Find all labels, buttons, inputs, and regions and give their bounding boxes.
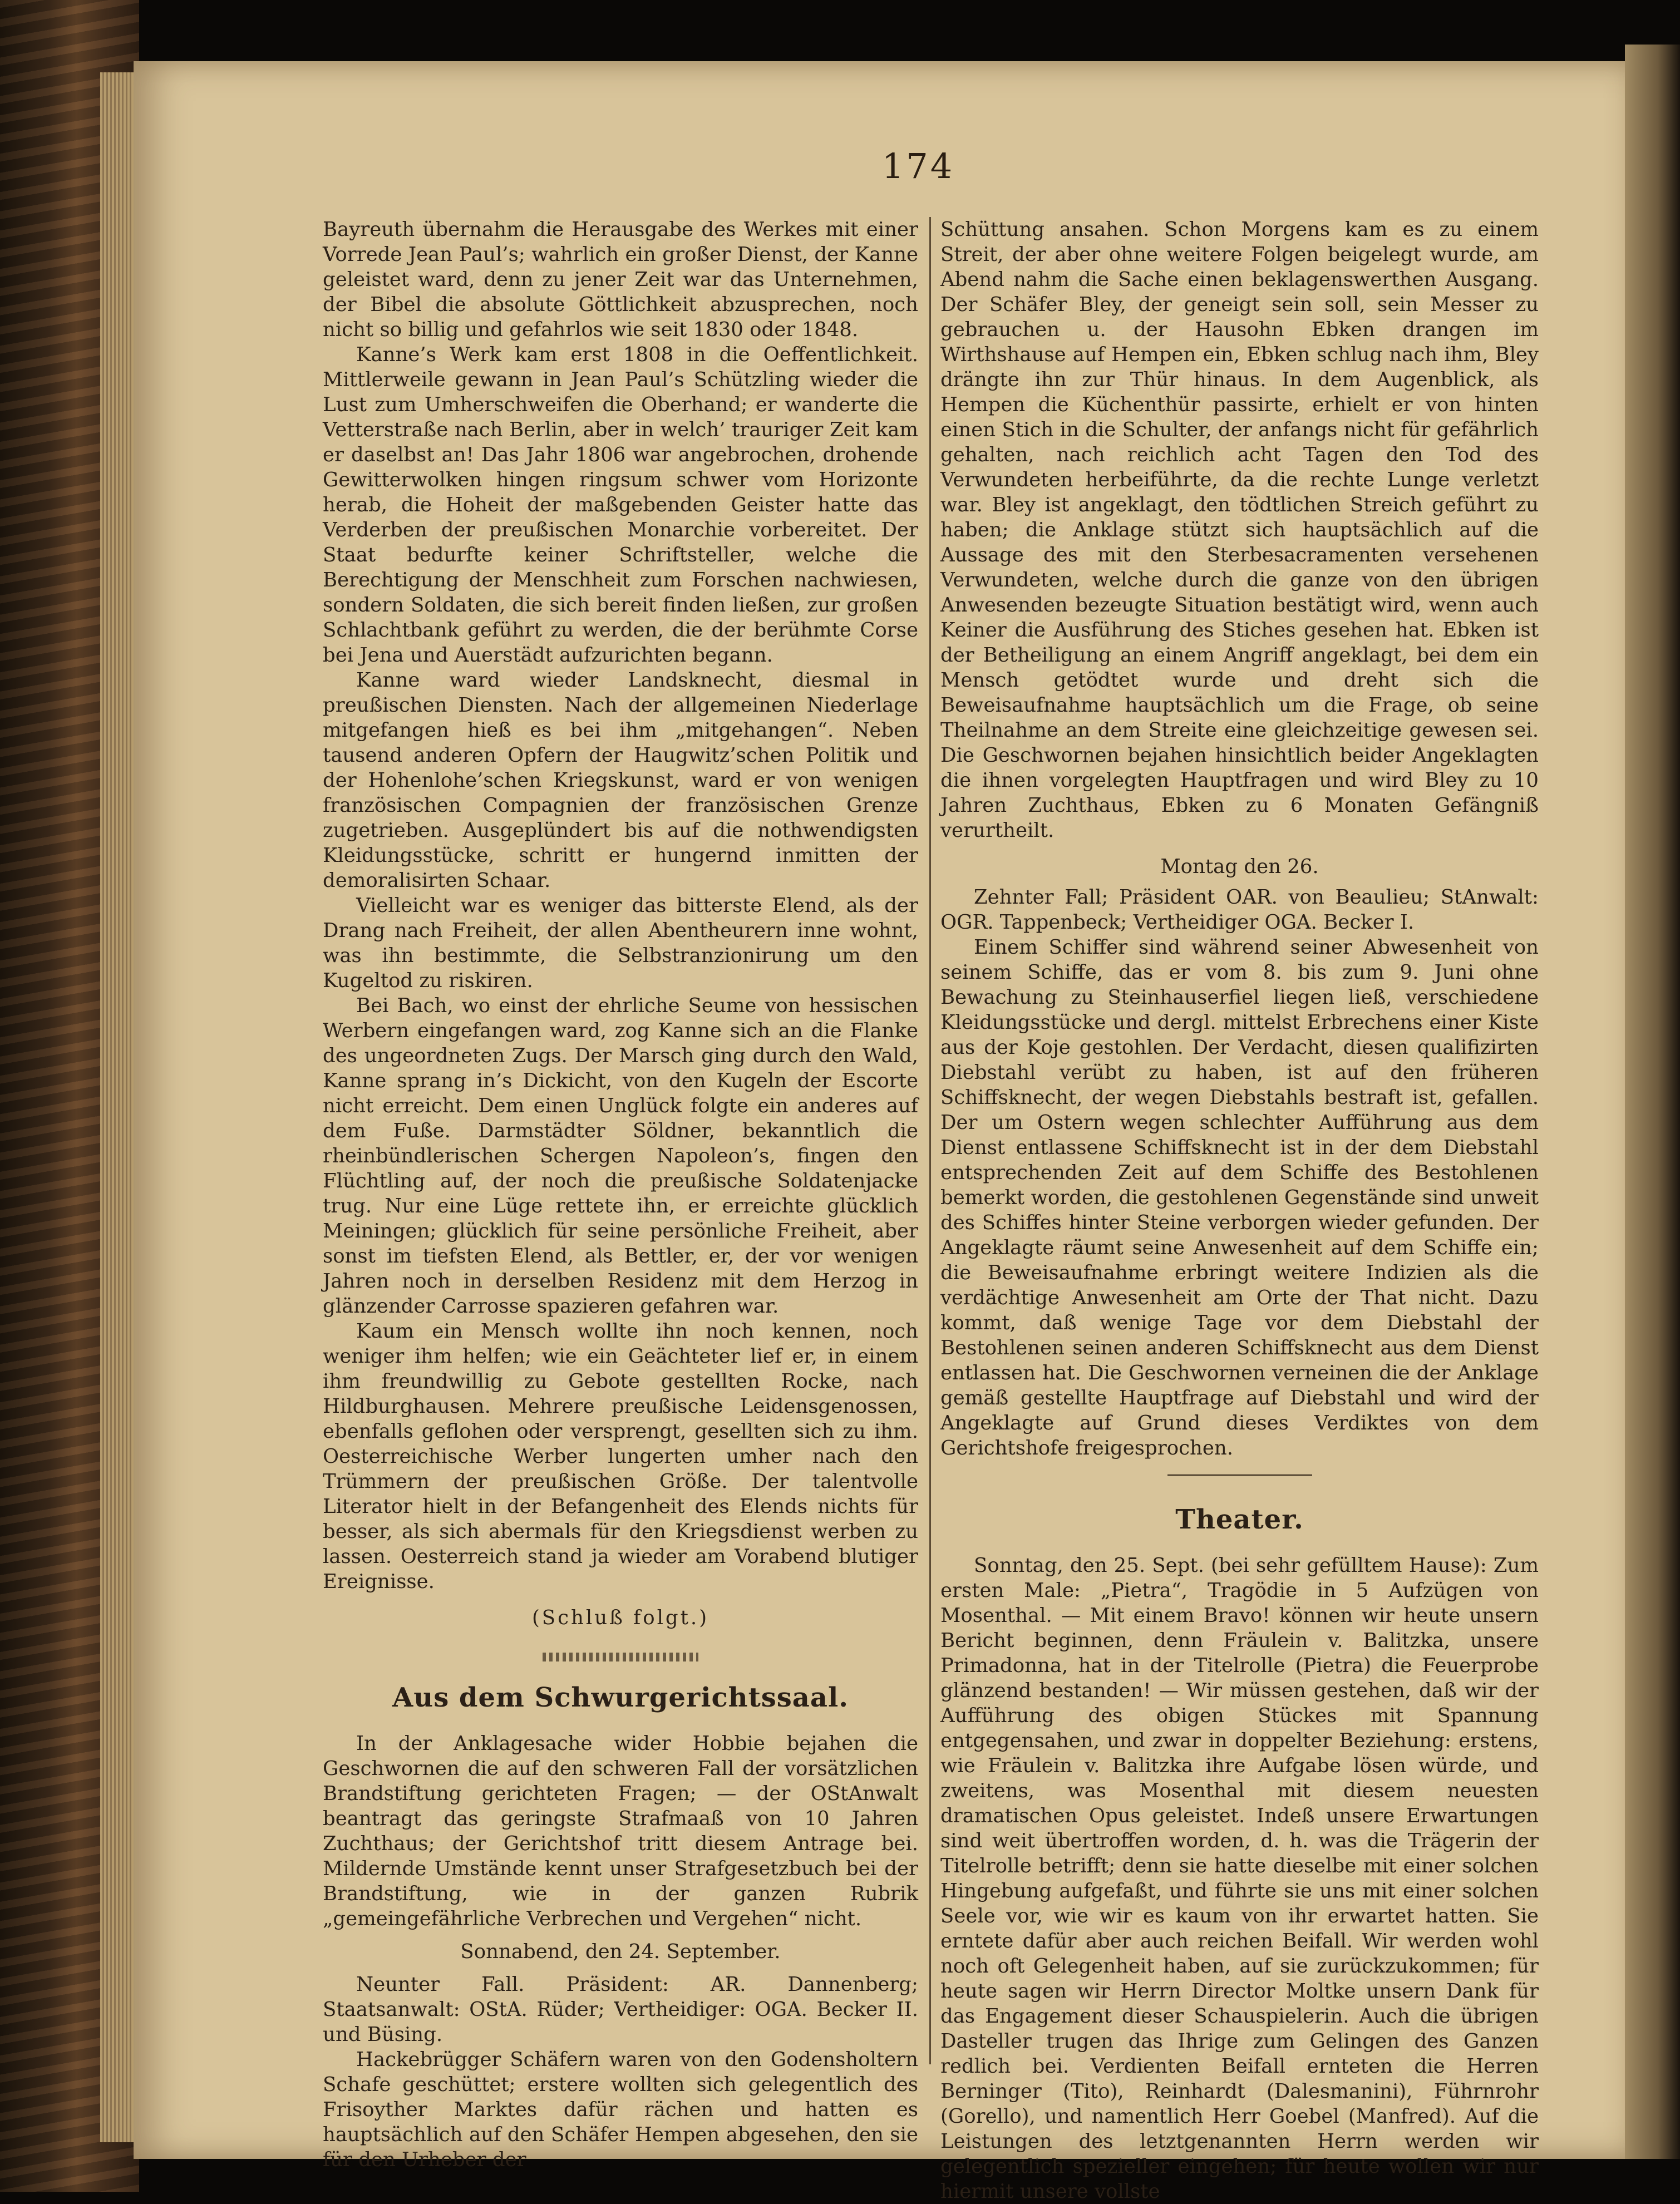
article-paragraph: Bei Bach, wo einst der ehrliche Seume von hessischen Werbern eingefangen ward, zog Kanne sich an die Flanke des ungeordneten Zugs. Der Marsch ging durch den Wald, Kanne sprang in’s Dickicht, von den Kugeln der Escorte nicht erreicht. Dem einen Unglück folgte ein anderes auf dem Fuße. Darmstädter Söldner, bekanntlich die rheinbündlerischen Schergen Napoleon’s, fingen den Flüchtling auf, der noch die preußische Soldatenjacke trug. Nur eine Lüge rettete ihn, er erreichte glücklich Meiningen; glücklich für seine persönliche Freiheit, aber sonst im tiefsten Elend, als Bettler, er, der vor wenigen Jahren noch in derselben Residenz mit dem Herzog in glänzender Carrosse spazieren gefahren war. (323, 994, 918, 1318)
ornament-divider (543, 1653, 698, 1661)
article-paragraph: Bayreuth übernahm die Herausgabe des Werkes mit einer Vorrede Jean Paul’s; wahrlich ein großer Dienst, der Kanne geleistet ward, denn zu jener Zeit war das Unternehmen, der Bibel die absolute Göttlichkeit abzusprechen, noch nicht so billig und gefahrlos wie seit 1830 oder 1848. (323, 218, 918, 341)
case-paragraph: Einem Schiffer sind während seiner Abwesenheit von seinem Schiffe, das er vom 8. bis zum 9. Juni ohne Bewachung zu Steinhauserfiel liegen ließ, verschiedene Kleidungsstücke und dergl. mittelst Erbrechens einer Kiste aus der Koje gestohlen. Der Verdacht, diesen qualifizirten Diebstahl verübt zu haben, ist auf den früheren Schiffsknecht, der wegen Diebstahls bestraft ist, gefallen. Der um Ostern wegen schlechter Aufführung aus dem Dienst entlassene Schiffsknecht ist in der dem Diebstahl entsprechenden Zeit auf dem Schiffe des Bestohlenen bemerkt worden, die gestohlenen Gegenstände sind unweit des Schiffes hinter Steine verborgen wieder gefunden. Der Angeklagte räumt seine Anwesenheit auf dem Schiffe ein; die Beweisaufnahme erbringt weitere Indizien als die verdächtige Anwesenheit am Orte der That nicht. Dazu kommt, daß wenige Tage vor dem Diebstahl der Bestohlenen seinen anderen Schiffsknecht aus dem Dienst entlassen hat. Die Geschwornen verneinen die der Anklage gemäß gestellte Hauptfrage auf Diebstahl und wird der Angeklagte auf Grund dieses Verdiktes von dem Gerichtshofe freigesprochen. (940, 936, 1539, 1460)
case-paragraph: Hackebrügger Schäfern waren von den Godensholtern Schafe geschüttet; erstere wollten sich gelegentlich des Frisoyther Marktes dafür rächen und hatten es hauptsächlich auf den Schäfer Hempen abgesehen, den sie für den Urheber der (323, 2048, 918, 2171)
page-number: 174 (881, 146, 955, 186)
date-heading: Sonnabend, den 24. September. (460, 1940, 781, 1963)
to-be-continued: (Schluß folgt.) (531, 1606, 710, 1629)
case-header: Neunter Fall. Präsident: AR. Dannenberg; Staatsanwalt: OStA. Rüder; Vertheidiger: OGA. Becker II. und Büsing. (323, 1973, 918, 2046)
article-paragraph: Vielleicht war es weniger das bitterste Elend, als der Drang nach Freiheit, der allen Abentheurern inne wohnt, was ihn bestimmte, die Selbstranzionirung um den Kugeltod zu riskiren. (323, 894, 918, 992)
article-paragraph: Kanne’s Werk kam erst 1808 in die Oeffentlichkeit. Mittlerweile gewann in Jean Paul’s Schützling wieder die Lust zum Umherschweifen die Oberhand; er wanderte die Vetterstraße nach Berlin, aber in welch’ trauriger Zeit kam er daselbst an! Das Jahr 1806 war angebrochen, drohende Gewitterwolken hingen ringsum schwer vom Horizonte herab, die Hoheit der maßgebenden Geister hatte das Verderben der preußischen Monarchie vorbereitet. Der Staat bedurfte keiner Schriftsteller, welche die Berechtigung der Menschheit zum Forschen nachwiesen, sondern Soldaten, die sich bereit finden ließen, zur großen Schlachtbank geführt zu werden, die der berühmte Corse bei Jena und Auerstädt aufzurichten begann. (323, 343, 918, 667)
right-page-edge (1625, 45, 1680, 2159)
theater-review-paragraph: Sonntag, den 25. Sept. (bei sehr gefülltem Hause): Zum ersten Male: „Pietra“, Tragödie in 5 Aufzügen von Mosenthal. — Mit einem Bravo! können wir heute unsern Bericht beginnen, denn Fräulein v. Balitzka, unsere Primadonna, hat in der Titelrolle (Pietra) die Feuerprobe glänzend bestanden! — Wir müssen gestehen, daß wir der Aufführung des obigen Stückes mit Spannung entgegensahen, und zwar in doppelter Beziehung: erstens, wie Fräulein v. Balitzka ihre Aufgabe lösen würde, und zweitens, was Mosenthal mit diesem neuesten dramatischen Opus geleistet. Indeß unsere Erwartungen sind weit übertroffen worden, d. h. was die Trägerin der Titelrolle betrifft; denn sie hatte dieselbe mit einer solchen Hingebung aufgefaßt, und führte sie uns mit einer solchen Seele vor, wie wir es kaum von ihr erwartet hatten. Sie erntete dafür aber auch reichen Beifall. Wir werden wohl noch oft Gelegenheit haben, auf sie zurückzukommen; für heute sagen wir Herrn Director Moltke unsern Dank für das Engagement dieser Schauspielerin. Auch die übrigen Dasteller trugen das Ihrige zum Gelingen des Ganzen redlich bei. Verdienten Beifall ernteten die Herren Berninger (Tito), Reinhardt (Dalesmanini), Führnrohr (Gorello), und namentlich Herr Goebel (Manfred). Auf die Leistungen des letztgenannten Herrn werden wir gelegentlich spezieller eingehen; für heute wollen wir nur hiermit unsere vollste (940, 1554, 1539, 2203)
court-intro-paragraph: In der Anklagesache wider Hobbie bejahen die Geschwornen die auf den schweren Fall der vorsätzlichen Brandstiftung gerichteten Fragen; — der OStAnwalt beantragt das geringste Strafmaaß von 10 Jahren Zuchthaus; der Gerichtshof tritt diesem Antrage bei. Mildernde Umstände kennt unser Strafgesetzbuch bei der Brandstiftung, wie in der ganzen Rubrik „gemeingefährliche Verbrechen und Vergehen“ nicht. (323, 1732, 918, 1930)
date-heading: Montag den 26. (1160, 855, 1319, 878)
article-paragraph: Kaum ein Mensch wollte ihn noch kennen, noch weniger ihm helfen; wie ein Geächteter lief er, in einem ihm freundwillig zu Gebote gestellten Rocke, nach Hildburghausen. Mehrere preußische Leidensgenossen, ebenfalls geflohen oder versprengt, gesellten sich zu ihm. Oesterreichische Werber lungerten umher nach den Trümmern der preußischen Größe. Der talentvolle Literator hielt in der Befangenheit des Elends nichts für besser, als sich abermals für den Kriegsdienst werben zu lassen. Oesterreich stand ja wieder am Vorabend blutiger Ereignisse. (323, 1320, 918, 1593)
right-column (940, 217, 1539, 2204)
case-header: Zehnter Fall; Präsident OAR. von Beaulieu; StAnwalt: OGR. Tappenbeck; Vertheidiger OGA. Becker I. (940, 886, 1539, 934)
article-paragraph: Kanne ward wieder Landsknecht, diesmal in preußischen Diensten. Nach der allgemeinen Niederlage mitgefangen hieß es bei ihm „mitgehangen“. Neben tausend anderen Opfern der Haugwitz’schen Politik und der Hohenlohe’schen Kriegskunst, ward er von wenigen französischen Compagnien der französischen Grenze zugetrieben. Ausgeplündert bis auf die nothwendigsten Kleidungsstücke, schritt er hungernd inmitten der demoralisirten Schaar. (323, 669, 918, 892)
court-section-heading: Aus dem Schwurgerichtssaal. (392, 1682, 849, 1713)
ornament-divider (1167, 1474, 1312, 1483)
column-divider (929, 217, 931, 2064)
left-column (323, 217, 918, 2172)
theater-section-heading: Theater. (1175, 1504, 1304, 1535)
case-paragraph: Schüttung ansahen. Schon Morgens kam es zu einem Streit, der aber ohne weitere Folgen beigelegt wurde, am Abend nahm die Sache einen beklagenswerthen Ausgang. Der Schäfer Bley, der geneigt sein soll, sein Messer zu gebrauchen u. der Hausohn Ebken drangen im Wirthshause auf Hempen ein, Ebken schlug nach ihm, Bley drängte ihn zur Thür hinaus. In dem Augenblick, als Hempen die Küchenthür passirte, erhielt er von hinten einen Stich in die Schulter, der anfangs nicht für gefährlich gehalten, nach reichlich acht Tagen den Tod des Verwundeten herbeiführte, da die rechte Lunge verletzt war. Bley ist angeklagt, den tödtlichen Streich geführt zu haben; die Anklage stützt sich hauptsächlich auf die Aussage des mit den Sterbesacramenten versehenen Verwundeten, welche durch die ganze von den übrigen Anwesenden bezeugte Situation bestätigt wird, wenn auch Keiner die Ausführung des Stiches gesehen hat. Ebken ist der Betheiligung an einem Angriff angeklagt, bei dem ein Mensch getödtet wurde und dreht sich die Beweisaufnahme hauptsächlich um die Frage, ob seine Theilnahme an dem Streite eine gleichzeitige gewesen sei. Die Geschwornen bejahen hinsichtlich beider Angeklagten die ihnen vorgelegten Hauptfragen und wird Bley zu 10 Jahren Zuchthaus, Ebken zu 6 Monaten Gefängniß verurtheilt. (940, 218, 1539, 842)
